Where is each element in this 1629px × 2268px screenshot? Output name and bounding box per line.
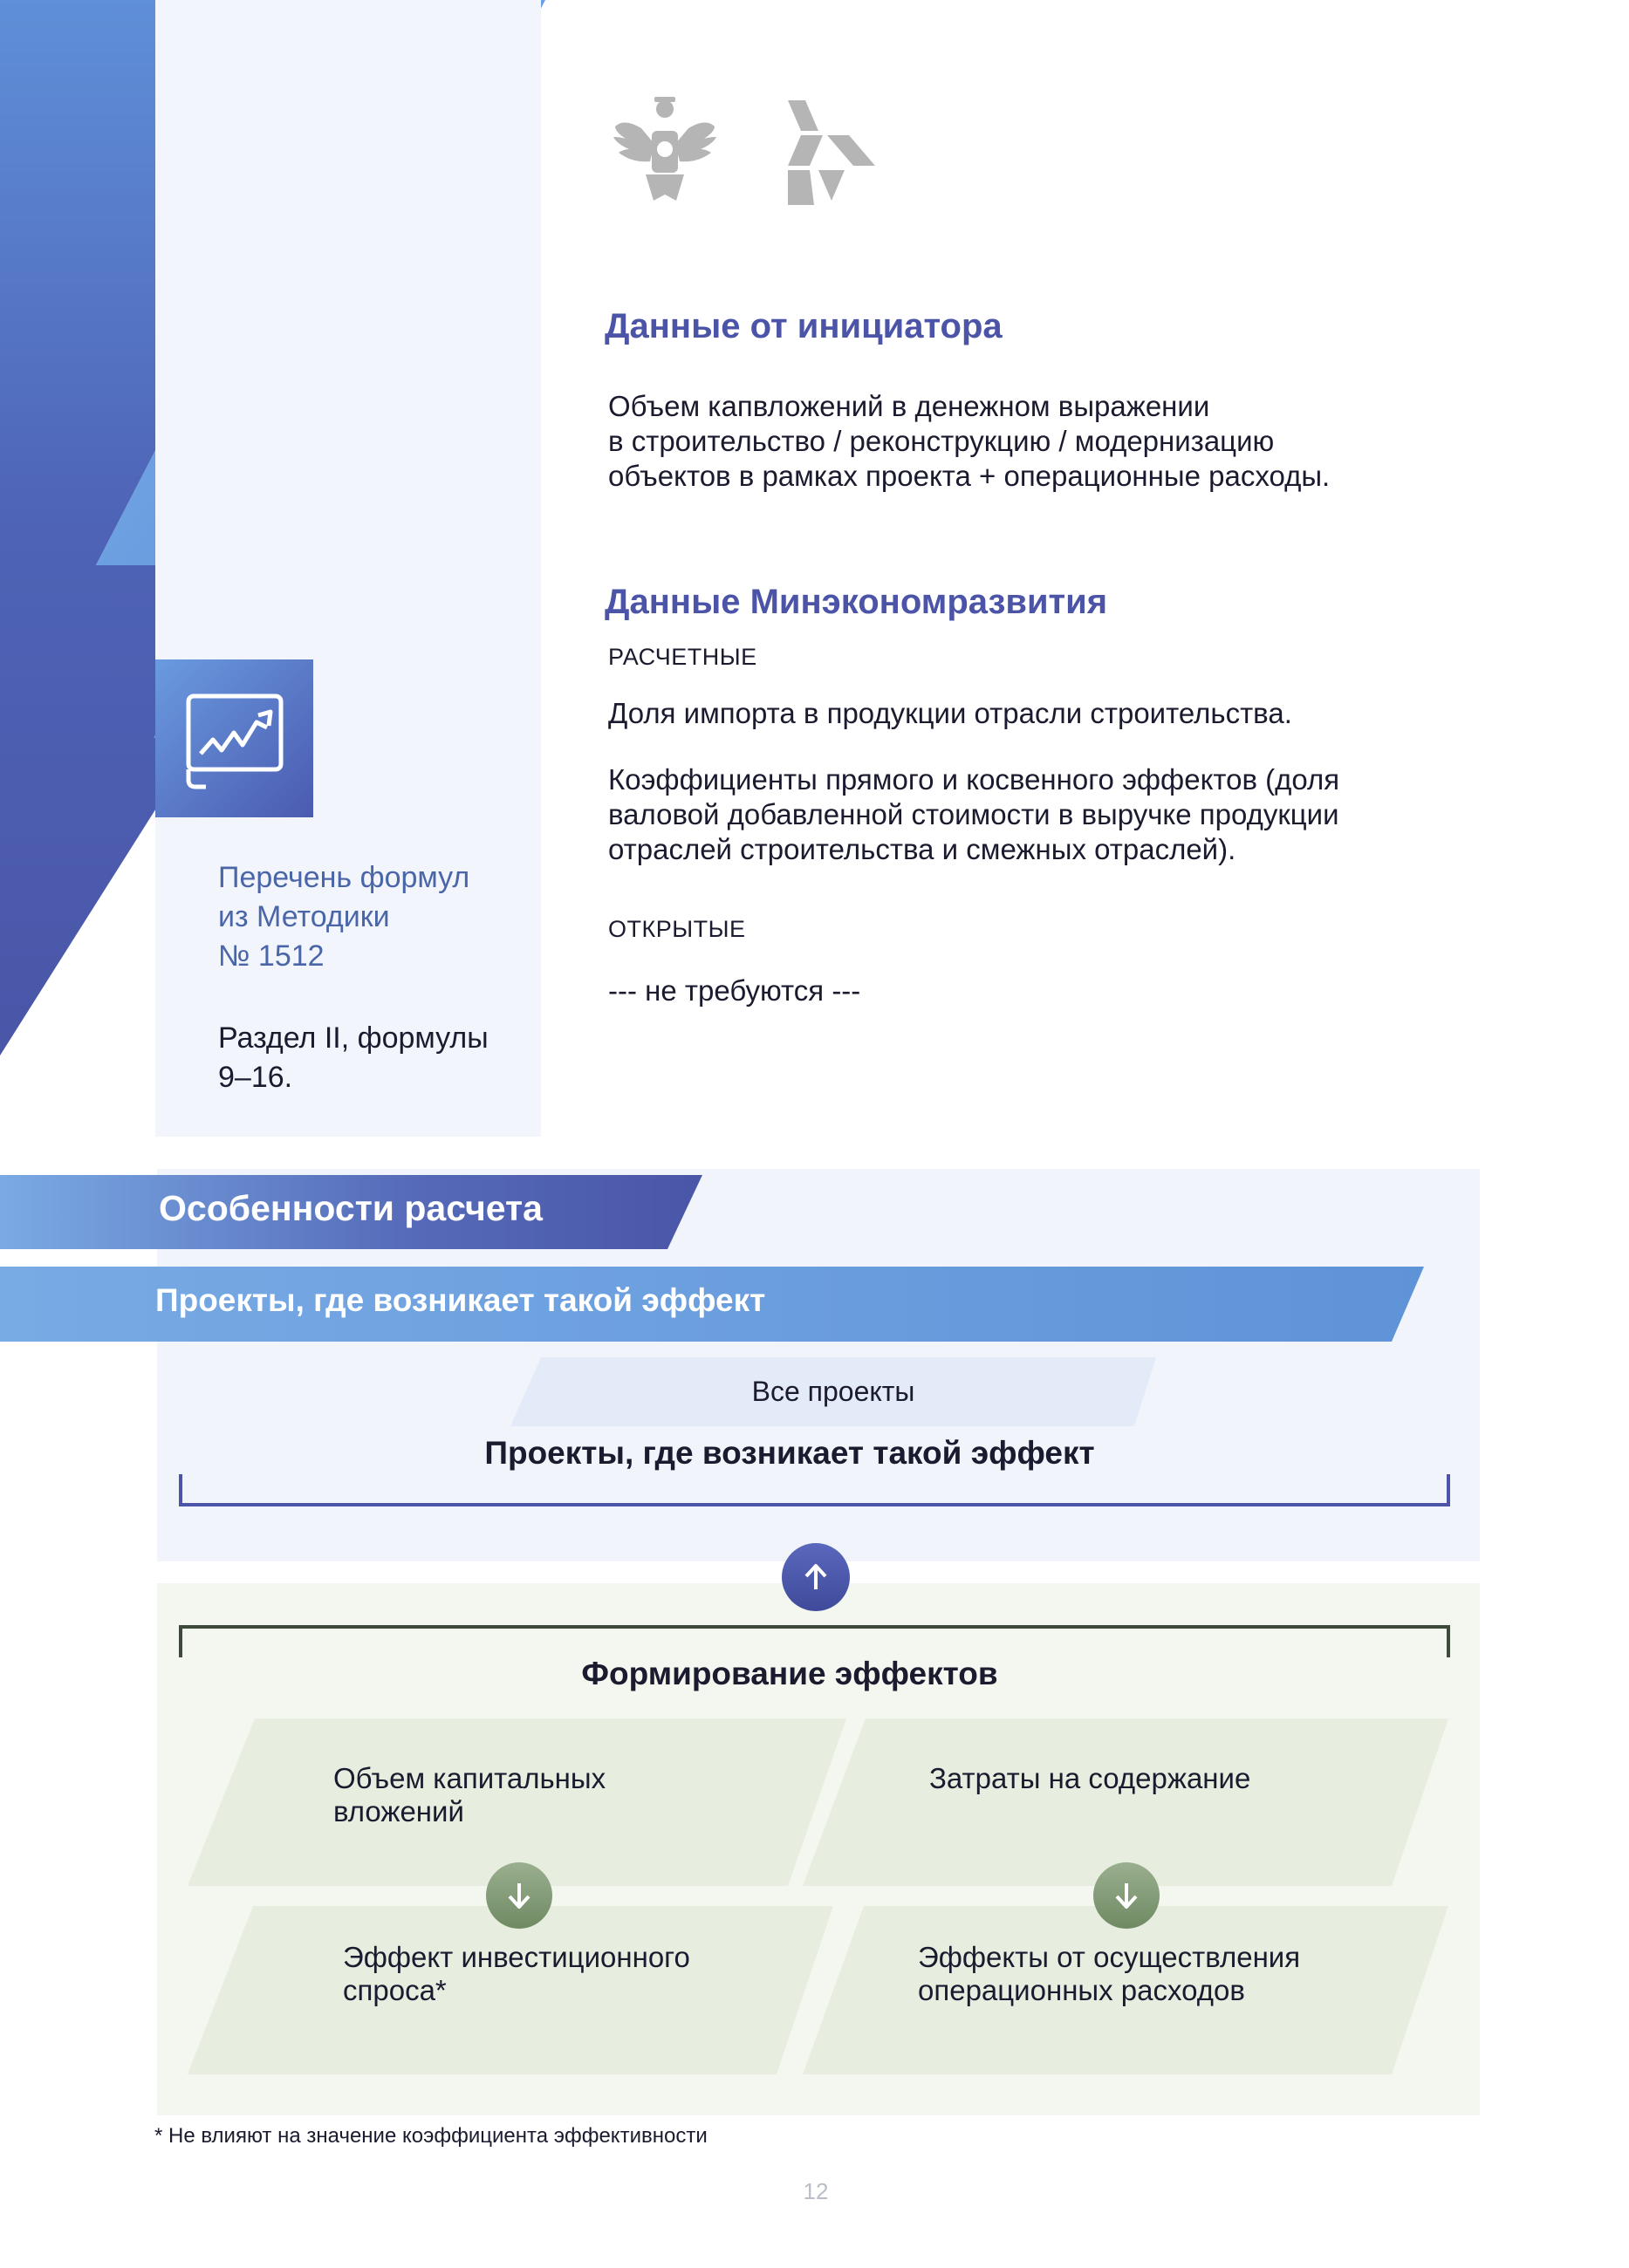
- maintenance-text: Затраты на содержание: [929, 1762, 1251, 1794]
- invest-effect-text: Эффект инвестиционного спроса*: [343, 1941, 690, 2006]
- projects-banner-title: Проекты, где возникает такой эффект: [155, 1282, 766, 1318]
- opex-effect-text: Эффекты от осуществления операционных расходов: [918, 1941, 1301, 2006]
- initiator-text: Объем капвложений в денежном выражении в строительство / реконструкцию / модернизацию объектов в рамках проекта + операционные расходы.: [608, 390, 1331, 492]
- coat-of-arms-logo: [606, 92, 724, 209]
- initiator-heading: Данные от инициатора: [605, 307, 1003, 345]
- arrow-down-icon: [1109, 1878, 1144, 1913]
- section-formulas-text: Раздел II, формулы 9–16.: [218, 1021, 489, 1094]
- arrow-down-icon: [502, 1878, 537, 1913]
- chart-icon-box: [155, 659, 313, 817]
- coefficients-text: Коэффициенты прямого и косвенного эффектов (доля валовой добавленной стоимости в выручке продукции отраслей строительства и смежных отраслей).: [608, 763, 1340, 865]
- open-value: --- не требуются ---: [608, 974, 861, 1007]
- all-projects-label: Все проекты: [751, 1376, 915, 1407]
- footnote: * Не влияют на значение коэффициента эффективности: [154, 2124, 708, 2148]
- up-arrow-circle: [782, 1543, 850, 1611]
- calc-label: РАСЧЕТНЫЕ: [608, 644, 757, 670]
- arrow-up-icon: [798, 1560, 833, 1595]
- growth-chart-icon: [155, 659, 313, 817]
- formation-bracket: [181, 1627, 1448, 1657]
- import-share-text: Доля импорта в продукции отрасли строительства.: [608, 697, 1292, 729]
- projects-bracket: [181, 1474, 1448, 1505]
- page-number: 12: [803, 2178, 829, 2204]
- ministry-heading: Данные Минэкономразвития: [605, 583, 1108, 621]
- down-arrow-circle-right: [1093, 1862, 1160, 1929]
- projects-title: Проекты, где возникает такой эффект: [484, 1435, 1095, 1471]
- down-arrow-circle-left: [486, 1862, 552, 1929]
- capex-text: Объем капитальных вложений: [333, 1762, 606, 1827]
- formulas-list-text: Перечень формул из Методики № 1512: [218, 861, 470, 973]
- formation-title: Формирование эффектов: [581, 1656, 998, 1691]
- maintenance-card: [803, 1718, 1448, 1886]
- open-label: ОТКРЫТЫЕ: [608, 916, 746, 942]
- calc-banner-title: Особенности расчета: [159, 1188, 543, 1228]
- ministry-logo: [784, 100, 880, 205]
